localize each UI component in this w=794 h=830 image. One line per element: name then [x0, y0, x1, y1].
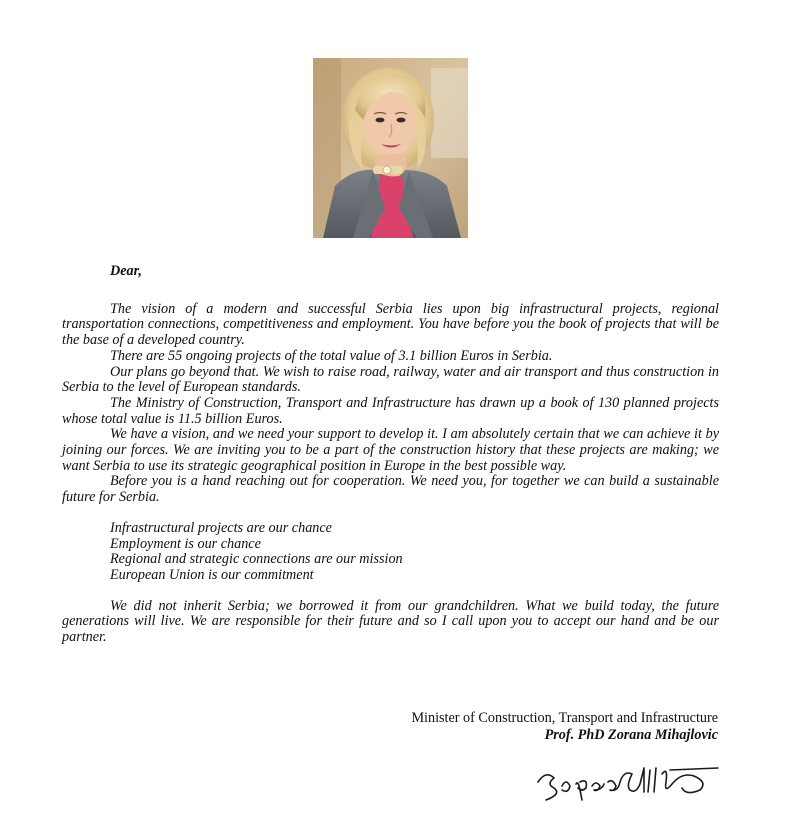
letter-closing: We did not inherit Serbia; we borrowed it from our grandchildren. What we build today, the future generations will live. We are responsible for their future and so I call upon you to accept our hand and be our partner.	[62, 597, 719, 646]
motto-item: Infrastructural projects are our chance	[110, 519, 332, 536]
signature-block	[411, 710, 718, 743]
signatory-name: Prof. PhD Zorana Mihajlovic	[544, 726, 718, 743]
motto-item: Employment is our chance	[110, 535, 261, 552]
motto-item: European Union is our commitment	[110, 566, 314, 583]
motto-item: Regional and strategic connections are our mission	[110, 551, 403, 568]
letter-body	[62, 264, 719, 646]
letter-paragraph: Before you is a hand reaching out for cooperation. We need you, for together we can build a sustainable future for Serbia.	[62, 473, 719, 506]
portrait-photo	[313, 58, 468, 238]
letter-paragraph: There are 55 ongoing projects of the total value of 3.1 billion Euros in Serbia.	[110, 347, 553, 364]
handwritten-signature	[532, 760, 722, 808]
letter-paragraph: We have a vision, and we need your support to develop it. I am absolutely certain that we can achieve it by joining our forces. We are inviting you to be a part of the construction history that these projects are making; we want Serbia to use its strategic geographical position in Europe in the best possible way.	[62, 426, 719, 474]
signatory-title: Minister of Construction, Transport and Infrastructure	[411, 710, 718, 726]
motto-list	[110, 521, 719, 584]
portrait-illustration	[313, 58, 468, 238]
letter-paragraph: Our plans go beyond that. We wish to raise road, railway, water and air transport and thus construction in Serbia to the level of European standards.	[62, 363, 719, 396]
letter-paragraph: The Ministry of Construction, Transport and Infrastructure has drawn up a book of 130 planned projects whose total value is 11.5 billion Euros.	[62, 394, 719, 427]
letter-salutation: Dear,	[110, 263, 142, 279]
letter-paragraph: The vision of a modern and successful Serbia lies upon big infrastructural projects, regional transportation connections, competitiveness and employment. You have before you the book of projects that will be the base of a developed country.	[62, 300, 719, 349]
